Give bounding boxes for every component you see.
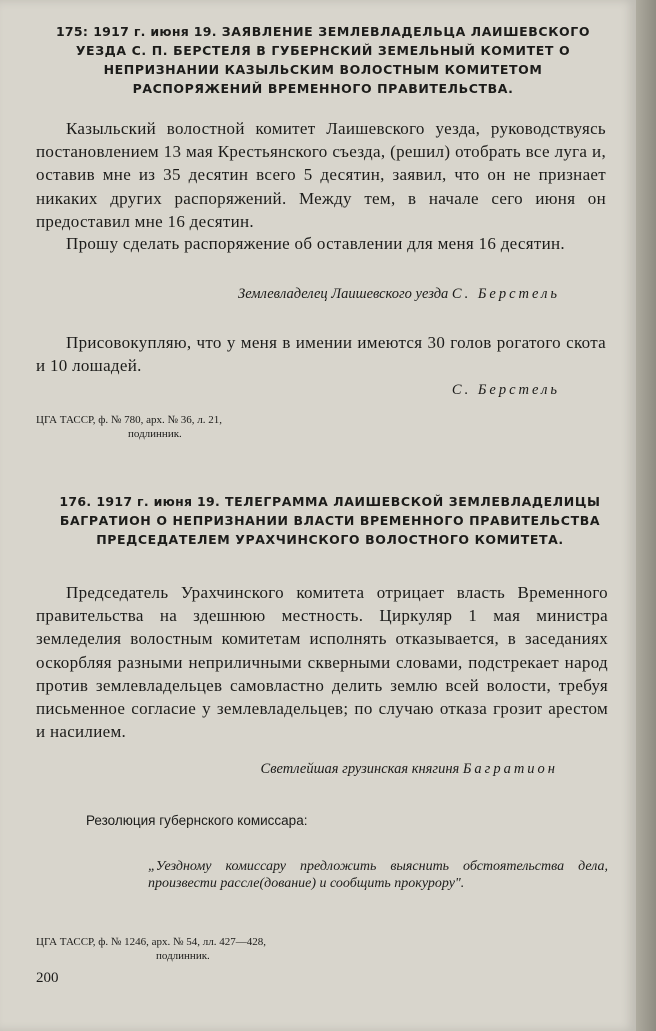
doc175-paragraph-3: Присовокупляю, что у меня в имении имеются 30 голов рогатого скота и 10 лошадей. bbox=[36, 333, 606, 376]
doc175-signature-1-role: Землевладелец Лаишевского уезда bbox=[238, 286, 449, 302]
doc175-archive-line-1: ЦГА ТАССР, ф. № 780, арх. № 36, л. 21, bbox=[36, 414, 223, 426]
doc175-signature-1-name: С. Берстель bbox=[451, 286, 560, 302]
doc175-heading bbox=[38, 22, 608, 98]
doc176-date: 1917 г. июня 19. bbox=[96, 494, 221, 509]
doc176-signature bbox=[120, 761, 558, 778]
doc176-heading bbox=[50, 492, 610, 549]
doc176-title: ТЕЛЕГРАММА ЛАИШЕВСКОЙ ЗЕМЛЕВЛАДЕЛИЦЫ БАГРАТИОН О НЕПРИЗНАНИИ ВЛАСТИ ВРЕМЕННОГО ПРАВИТЕЛЬСТВА ПРЕДСЕДАТЕЛЕМ УРАХЧИНСКОГО ВОЛОСТНОГО КОМИТЕТА. bbox=[59, 494, 601, 547]
doc176-number: 176. bbox=[59, 494, 92, 509]
doc175-date: 1917 г. июня 19. bbox=[93, 24, 217, 39]
doc175-signature-2-name: С. Берстель bbox=[451, 382, 560, 398]
doc176-archive-reference bbox=[36, 935, 456, 963]
doc175-signature-2 bbox=[300, 382, 560, 399]
doc176-resolution-text: „Уездному комиссару предложить выяснить обстоятельства дела, произвести рассле(дование) и сообщить прокурору". bbox=[148, 859, 608, 891]
doc175-title: ЗАЯВЛЕНИЕ ЗЕМЛЕВЛАДЕЛЬЦА ЛАИШЕВСКОГО УЕЗДА С. П. БЕРСТЕЛЯ В ГУБЕРНСКИЙ ЗЕМЕЛЬНЫЙ КОМИТЕТ О НЕПРИЗНАНИИ КАЗЫЛЬСКИМ ВОЛОСТНЫМ КОМИТЕТОМ РАСПОРЯЖЕНИЙ ВРЕМЕННОГО ПРАВИТЕЛЬСТВА. bbox=[75, 24, 591, 96]
doc176-archive-line-1: ЦГА ТАССР, ф. № 1246, арх. № 54, лл. 427—428, bbox=[36, 936, 267, 948]
doc176-paragraph-1: Председатель Урахчинского комитета отрицает власть Временного правительства на здешнюю местность. Циркуляр 1 мая министра земледелия волостным комитетам исполнять отказывается, в заседаниях оскорбляя разными неприличными скверными словами, подстрекает народ против землевладельцев самовластно делить землю всей волости, требуя письменное согласие у землевладельцев; по случаю отказа грозит арестом и насилием. bbox=[36, 583, 608, 742]
doc176-archive-line-2: подлинник. bbox=[156, 950, 210, 962]
doc176-signature-role: Светлейшая грузинская княгиня bbox=[260, 761, 460, 777]
doc175-paragraph-2: Прошу сделать распоряжение об оставлении для меня 16 десятин. bbox=[66, 234, 565, 253]
page-number: 200 bbox=[36, 970, 59, 986]
doc176-signature-name: Багратион bbox=[462, 761, 558, 777]
doc175-archive-line-2: подлинник. bbox=[128, 428, 182, 440]
doc175-signature-1 bbox=[100, 286, 560, 303]
book-gutter bbox=[636, 0, 656, 1031]
doc175-archive-reference bbox=[36, 413, 436, 441]
doc175-paragraph-1: Казыльский волостной комитет Лаишевского уезда, руководствуясь постановлением 13 мая Крестьянского съезда, (решил) отобрать все луга и, оставив мне из 35 десятин всего 5 десятин, заявил, что он не признает никаких других распоряжений. Между тем, в начале сего июня он предоставил мне 16 десятин. bbox=[36, 119, 606, 231]
doc175-number: 175: bbox=[55, 24, 89, 39]
doc176-resolution-label: Резолюция губернского комиссара: bbox=[86, 813, 308, 828]
